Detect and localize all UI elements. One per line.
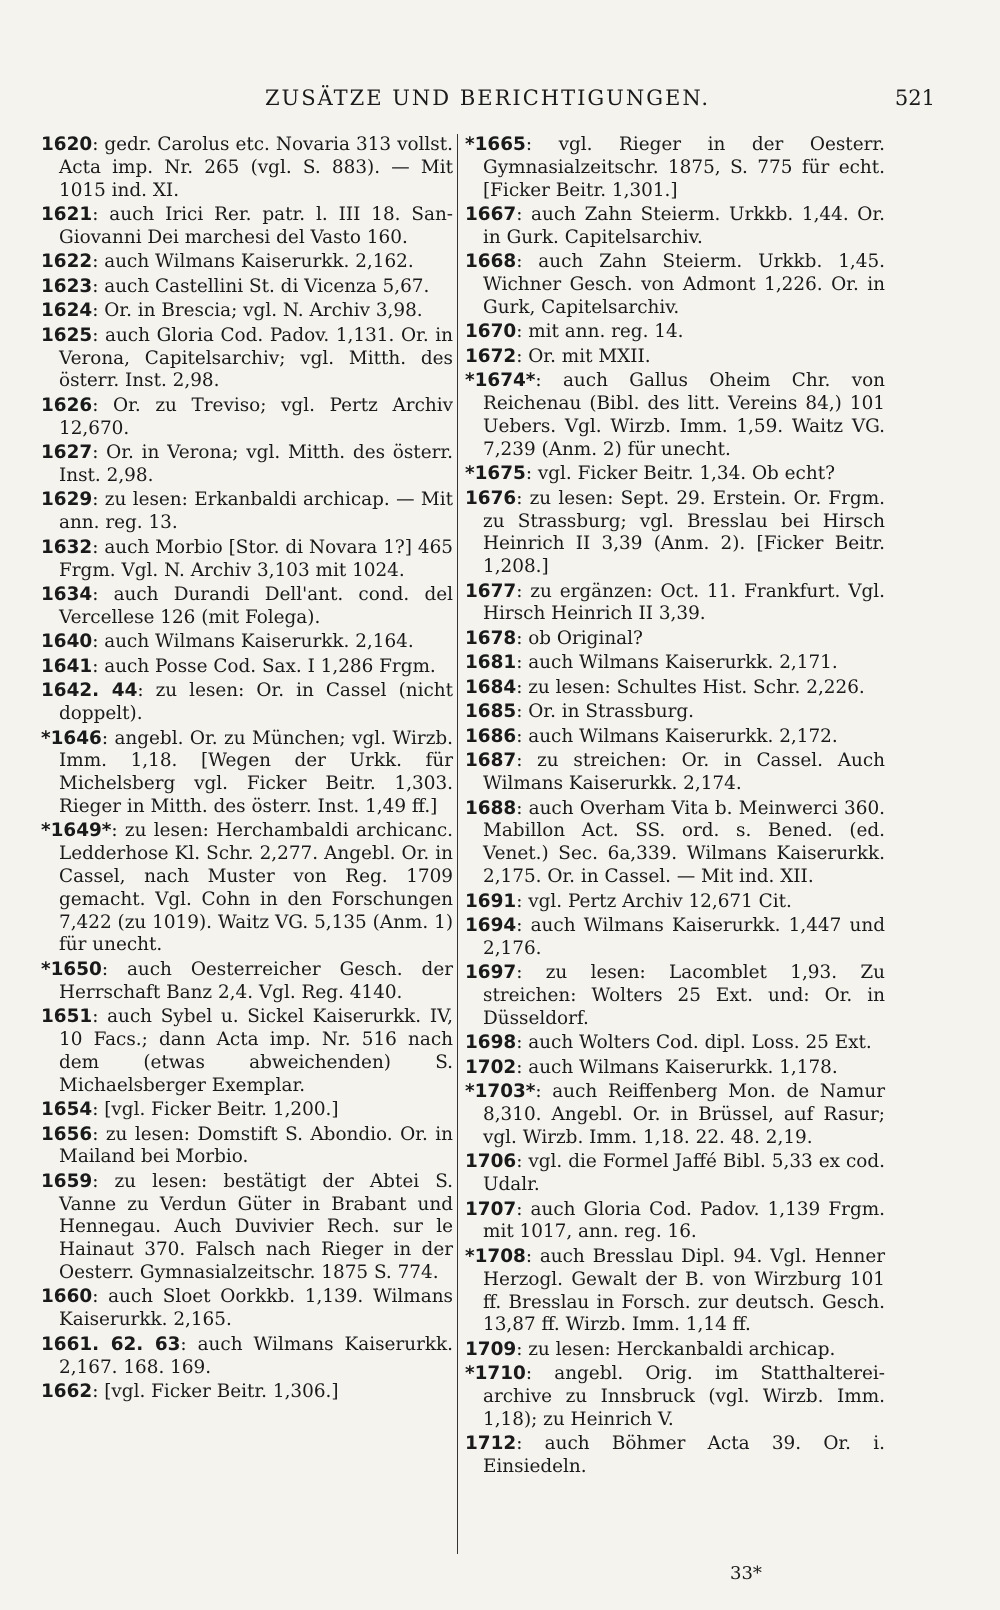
entry: [465, 370, 885, 461]
entry-number: 1676: [465, 487, 517, 509]
entry-text: : auch Wilmans Kaiserurkk. 2,162.: [92, 251, 414, 273]
entry-text: : auch Durandi Dell'ant. cond. del Vercellese 126 (mit Folega).: [59, 584, 453, 628]
entry-text: : zu lesen: Erkanbaldi archicap. — Mit ann. reg. 13.: [59, 489, 453, 534]
entry: [465, 1151, 885, 1197]
entry-number: 1687: [465, 750, 517, 772]
entry: [41, 1334, 453, 1380]
entry-number: 1622: [41, 251, 93, 273]
entry-text: : zu lesen: Herckanbaldi archicap.: [516, 1338, 836, 1360]
entry-number: 1654: [41, 1099, 93, 1121]
entry-number: *1674*: [465, 370, 536, 392]
entry: [41, 134, 453, 202]
entry-text: : zu streichen: Or. in Cassel. Auch Wilmans Kaiserurkk. 2,174.: [483, 750, 885, 795]
entry-text: : auch Irici Rer. patr. l. III 18. San-Giovanni Dei marchesi del Vasto 160.: [59, 204, 453, 248]
entry-text: : zu lesen: Schultes Hist. Schr. 2,226.: [516, 676, 865, 698]
entry: [41, 537, 453, 583]
entry: [41, 325, 453, 393]
entry-text: : zu ergänzen: Oct. 11. Frankfurt. Vgl. Hirsch Heinrich II 3,39.: [483, 580, 885, 625]
entry: [465, 134, 885, 202]
entry-number: *1665: [465, 134, 526, 155]
entry-number: 1660: [41, 1286, 93, 1308]
entry-text: : Or. mit MXII.: [516, 345, 651, 367]
entry-text: : auch Wilmans Kaiserurkk. 1,178.: [516, 1056, 838, 1078]
entry: [41, 680, 453, 726]
entry-text: : vgl. die Formel Jaffé Bibl. 5,33 ex cod. Udalr.: [483, 1151, 885, 1196]
entry: [41, 728, 453, 819]
entry-number: 1698: [465, 1032, 517, 1054]
entry-number: *1650: [41, 958, 102, 980]
entry: [465, 1339, 885, 1362]
entry: [465, 726, 885, 749]
entry-text: : ob Original?: [516, 627, 643, 649]
entry-text: : auch Wilmans Kaiserurkk. 2,171.: [516, 652, 838, 674]
page-header: [40, 86, 935, 126]
entry-text: : Or. zu Treviso; vgl. Pertz Archiv 12,670.: [59, 394, 453, 439]
entry-number: 1627: [41, 442, 93, 464]
entry-text: : auch Morbio [Stor. di Novara 1?] 465 Frgm. Vgl. N. Archiv 3,103 mit 1024.: [59, 536, 453, 581]
entry: [465, 1199, 885, 1245]
entry-text: : zu lesen: bestätigt der Abtei S. Vanne zu Verdun Güter in Brabant und Hennegau. Auch Duvivier Rech. sur le Hainaut 370. Falsch nach Rieger in der Oesterr. Gymnasialzeitschr. 1875 S. 774.: [59, 1170, 453, 1283]
entry: [41, 276, 453, 299]
entry: [465, 701, 885, 724]
entry-number: 1684: [465, 676, 517, 698]
entry: [465, 962, 885, 1030]
entry-text: : zu lesen: Or. in Cassel (nicht doppelt).: [59, 680, 454, 725]
entry-text: : Or. in Brescia; vgl. N. Archiv 3,98.: [92, 300, 423, 322]
entry-text: : auch Gloria Cod. Padov. 1,131. Or. in Verona, Capitelsarchiv; vgl. Mitth. des österr. Inst. 2,98.: [59, 324, 453, 392]
entry: [465, 750, 885, 796]
entry-text: : mit ann. reg. 14.: [516, 321, 684, 343]
entry-number: 1678: [465, 627, 517, 649]
entry: [465, 1032, 885, 1055]
entry: [465, 1246, 885, 1337]
entry: [465, 1433, 885, 1479]
entry: [41, 300, 453, 323]
entry-number: 1625: [41, 324, 93, 346]
entry: [41, 584, 453, 630]
entry-text: : auch Gallus Oheim Chr. von Reichenau (Bibl. des litt. Vereins 84,) 101 Uebers. Vgl. Wirzb. Imm. 1,59. Waitz VG. 7,239 (Anm. 2) für unecht.: [483, 370, 885, 460]
entry: [465, 915, 885, 961]
page-number: 521: [894, 86, 935, 110]
entry-number: 1670: [465, 321, 517, 343]
entry-text: : auch Reiffenberg Mon. de Namur 8,310. Angebl. Or. in Brüssel, auf Rasur; vgl. Wirzb. Imm. 1,18. 22. 48. 2,19.: [483, 1081, 885, 1148]
entry-text: : zu lesen: Lacomblet 1,93. Zu streichen: Wolters 25 Ext. und: Or. in Düsseldorf.: [483, 962, 885, 1029]
entry-number: 1624: [41, 300, 93, 322]
entry-number: 1688: [465, 797, 517, 819]
entry-number: 1626: [41, 394, 93, 416]
entry-number: 1668: [465, 251, 517, 273]
entry-text: : auch Wolters Cod. dipl. Loss. 25 Ext.: [516, 1032, 872, 1054]
entry: [465, 463, 885, 486]
entry-text: : vgl. Rieger in der Oesterr. Gymnasialzeitschr. 1875, S. 775 für echt. [Ficker Beitr. 1,301.]: [483, 134, 885, 201]
entry-number: 1640: [41, 631, 93, 653]
entry-text: : auch Gloria Cod. Padov. 1,139 Frgm. mit 1017, ann. reg. 16.: [483, 1198, 885, 1243]
entry-number: 1672: [465, 345, 517, 367]
entry-number: 1681: [465, 652, 517, 674]
entry-text: : Or. in Verona; vgl. Mitth. des österr. Inst. 2,98.: [59, 442, 453, 486]
entry-number: *1708: [465, 1245, 526, 1267]
entry: [465, 581, 885, 627]
entry-number: *1649*: [41, 820, 112, 842]
signature-mark: 33*: [730, 1563, 762, 1584]
entry-number: 1686: [465, 725, 517, 747]
entry-number: 1707: [465, 1198, 517, 1220]
entry-number: 1642. 44: [41, 680, 138, 702]
entry-number: 1632: [41, 536, 93, 558]
entry-text: : angebl. Orig. im Statthalterei-archive zu Innsbruck (vgl. Wirzb. Imm. 1,18); zu Heinrich V.: [483, 1363, 885, 1430]
entry-number: 1634: [41, 584, 93, 606]
entry: [41, 204, 453, 250]
entry-text: : zu lesen: Domstift S. Abondio. Or. in Mailand bei Morbio.: [59, 1123, 453, 1168]
entry-number: *1703*: [465, 1081, 536, 1103]
entry-number: 1706: [465, 1151, 517, 1173]
entry: [465, 321, 885, 344]
entry-number: 1656: [41, 1123, 93, 1145]
entry: [465, 1363, 885, 1431]
entry: [41, 251, 453, 274]
entry-number: 1677: [465, 580, 517, 602]
column-divider: [457, 134, 458, 1554]
right-column: [465, 134, 885, 1481]
entry-number: 1662: [41, 1381, 93, 1403]
entry-text: : auch Oesterreicher Gesch. der Herrschaft Banz 2,4. Vgl. Reg. 4140.: [59, 958, 453, 1003]
entry: [465, 798, 885, 889]
entry-number: 1667: [465, 204, 517, 226]
entry-text: : auch Sloet Oorkkb. 1,139. Wilmans Kaiserurkk. 2,165.: [59, 1286, 453, 1331]
entry-text: : auch Böhmer Acta 39. Or. i. Einsiedeln.: [483, 1433, 885, 1478]
entry-number: 1691: [465, 890, 517, 912]
entry: [465, 652, 885, 675]
entry-number: 1659: [41, 1170, 93, 1192]
entry-number: *1710: [465, 1363, 526, 1385]
entry-text: : auch Overham Vita b. Meinwerci 360. Mabillon Act. SS. ord. s. Bened. (ed. Venet.) Sec. 6a,339. Wilmans Kaiserurkk. 2,175. Or. in Cassel. — Mit ind. XII.: [483, 797, 885, 888]
entry-number: 1651: [41, 1006, 93, 1028]
entry: [465, 891, 885, 914]
entry-number: 1621: [41, 204, 93, 226]
entry-number: *1646: [41, 727, 102, 749]
entry-text: : Or. in Strassburg.: [516, 701, 694, 723]
entry: [41, 820, 453, 957]
entry-text: : auch Zahn Steierm. Urkkb. 1,44. Or. in Gurk. Capitelsarchiv.: [483, 204, 885, 248]
entry-text: : auch Castellini St. di Vicenza 5,67.: [92, 275, 430, 297]
entry-number: 1712: [465, 1433, 517, 1455]
entry-text: : angebl. Or. zu München; vgl. Wirzb. Imm. 1,18. [Wegen der Urkk. für Michelsberg vgl. Ficker Beitr. 1,303. Rieger in Mitth. des österr. Inst. 1,49 ff.]: [59, 727, 453, 817]
entry-number: 1641: [41, 655, 93, 677]
entry: [465, 677, 885, 700]
entry-number: 1694: [465, 914, 517, 936]
entry-text: : auch Zahn Steierm. Urkkb. 1,45. Wichner Gesch. von Admont 1,226. Or. in Gurk, Capitelsarchiv.: [483, 251, 885, 318]
entry-text: : auch Wilmans Kaiserurkk. 2,167. 168. 169.: [59, 1333, 453, 1378]
entry-number: 1702: [465, 1056, 517, 1078]
entry-text: : auch Wilmans Kaiserurkk. 2,164.: [92, 631, 414, 653]
entry-number: *1675: [465, 463, 526, 485]
entry: [465, 204, 885, 250]
entry: [41, 656, 453, 679]
entry: [465, 1057, 885, 1080]
entry-number: 1697: [465, 962, 517, 984]
entry: [41, 1286, 453, 1332]
entry-text: : auch Bresslau Dipl. 94. Vgl. Henner Herzogl. Gewalt der B. von Wirzburg 101 ff. Bresslau in Forsch. zur deutsch. Gesch. 13,87 ff. Wirzb. Imm. 1,14 ff.: [483, 1245, 885, 1336]
entry-text: : vgl. Ficker Beitr. 1,34. Ob echt?: [525, 463, 835, 485]
entry: [465, 251, 885, 319]
entry: [465, 1081, 885, 1149]
entry: [41, 1381, 453, 1404]
entry-text: : vgl. Pertz Archiv 12,671 Cit.: [516, 890, 792, 912]
entry-text: : auch Wilmans Kaiserurkk. 2,172.: [516, 725, 838, 747]
entry-text: : auch Posse Cod. Sax. I 1,286 Frgm.: [92, 655, 436, 677]
entry: [41, 1099, 453, 1122]
entry-text: : zu lesen: Sept. 29. Erstein. Or. Frgm. zu Strassburg; vgl. Bresslau bei Hirsch Heinrich II 3,39 (Anm. 2). [Ficker Beitr. 1,208.]: [483, 487, 885, 578]
entry: [465, 628, 885, 651]
entry-text: : [vgl. Ficker Beitr. 1,306.]: [92, 1381, 339, 1403]
entry: [41, 442, 453, 488]
entry-text: : gedr. Carolus etc. Novaria 313 vollst. Acta imp. Nr. 265 (vgl. S. 883). — Mit 1015 ind. XI.: [59, 134, 453, 201]
entry: [465, 488, 885, 579]
page-title: ZUSÄTZE UND BERICHTIGUNGEN.: [264, 86, 711, 110]
entry-number: 1661. 62. 63: [41, 1333, 181, 1355]
entry-text: : [vgl. Ficker Beitr. 1,200.]: [92, 1099, 339, 1121]
entry-number: 1623: [41, 275, 93, 297]
entry-number: 1620: [41, 134, 93, 155]
entry: [41, 395, 453, 441]
entry-number: 1685: [465, 701, 517, 723]
entry: [41, 1006, 453, 1097]
entry: [41, 631, 453, 654]
entry: [41, 1171, 453, 1285]
left-column: [41, 134, 453, 1406]
entry: [41, 1124, 453, 1170]
entry: [41, 959, 453, 1005]
entry-number: 1709: [465, 1338, 517, 1360]
entry-number: 1629: [41, 489, 93, 511]
entry: [41, 489, 453, 535]
entry: [465, 346, 885, 369]
entry-text: : auch Wilmans Kaiserurkk. 1,447 und 2,176.: [483, 914, 885, 959]
entry-text: : auch Sybel u. Sickel Kaiserurkk. IV, 10 Facs.; dann Acta imp. Nr. 516 nach dem (etwas abweichenden) S. Michaelsberger Exemplar.: [59, 1006, 453, 1096]
entry-text: : zu lesen: Herchambaldi archicanc. Ledderhose Kl. Schr. 2,277. Angebl. Or. in Cassel, nach Muster von Reg. 1709 gemacht. Vgl. Cohn in den Forschungen 7,422 (zu 1019). Waitz VG. 5,135 (Anm. 1) für unecht.: [59, 820, 453, 956]
